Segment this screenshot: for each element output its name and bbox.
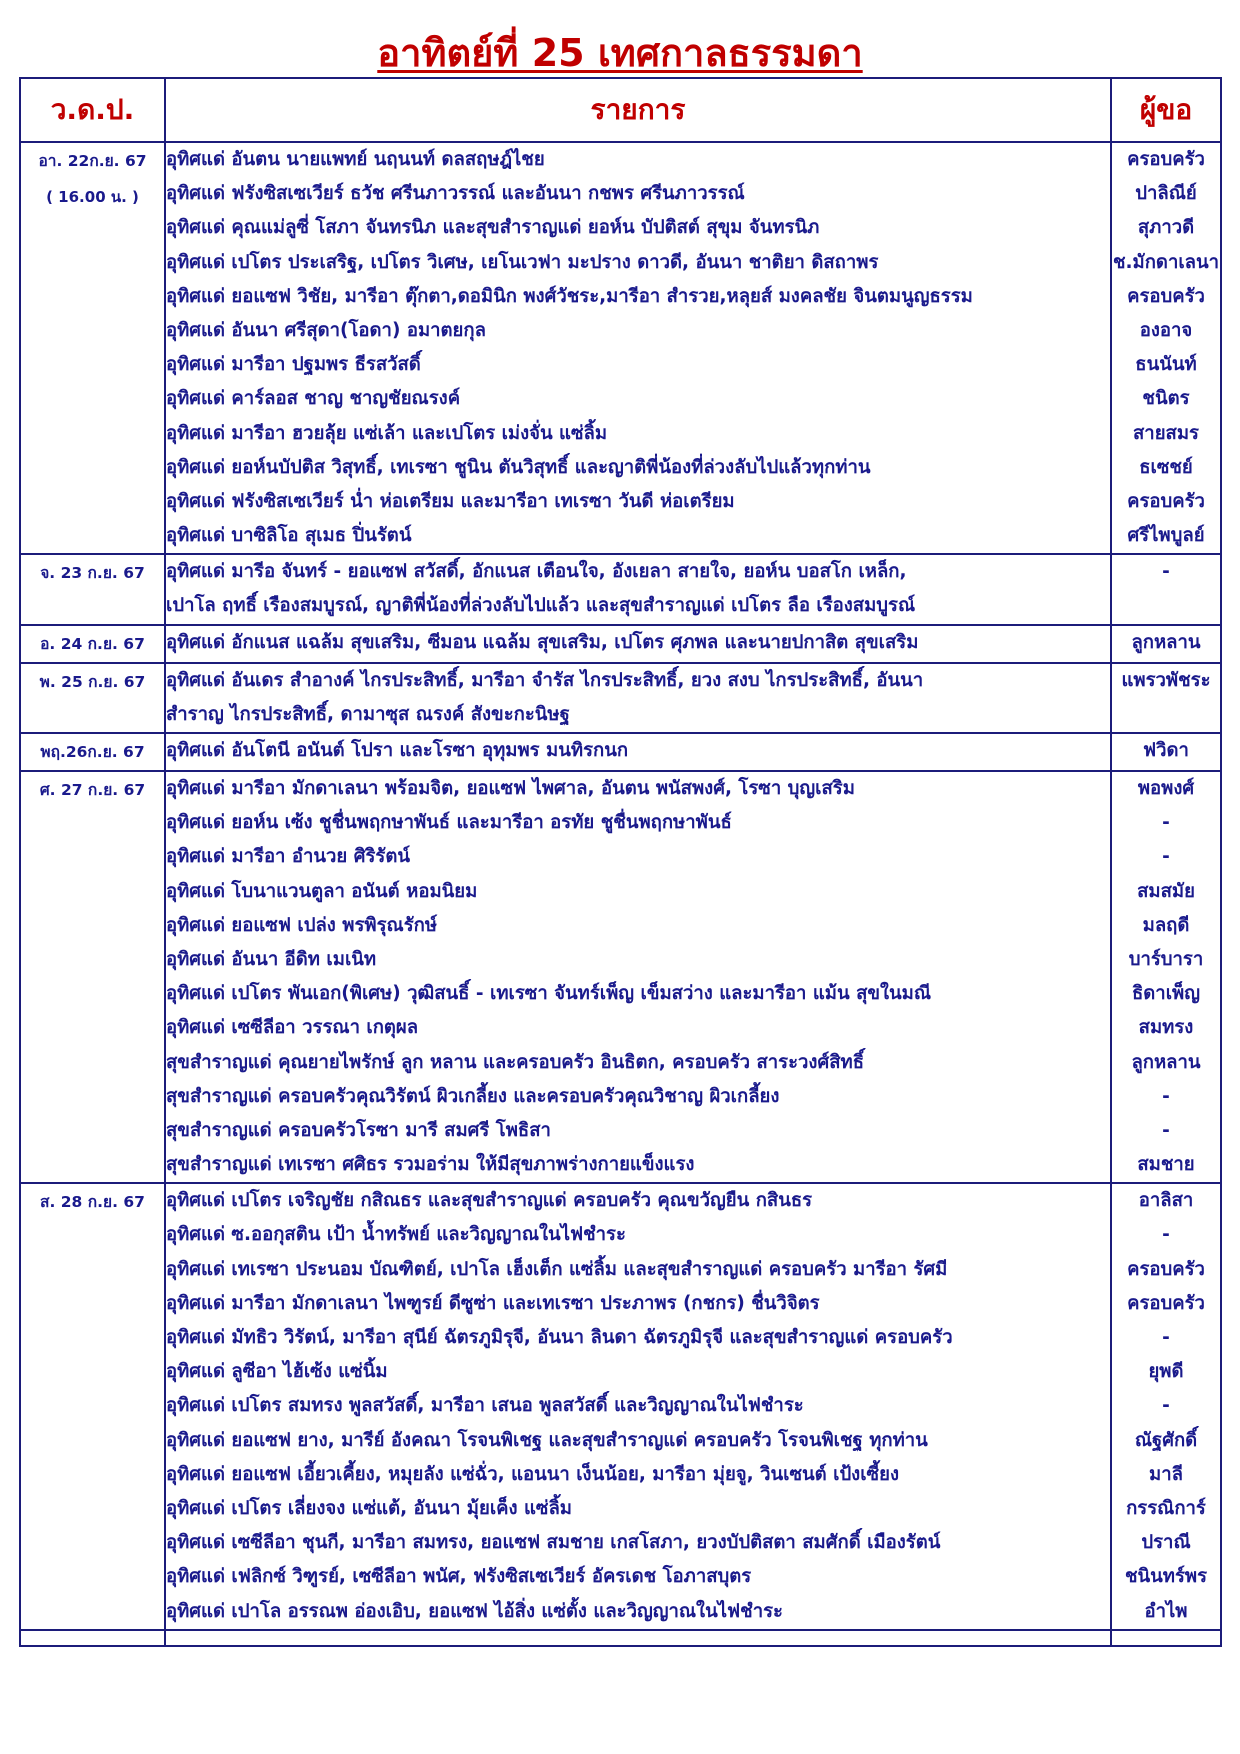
requester-name: กรรณิการ์ xyxy=(1126,1497,1206,1519)
requester-name: สมทรง xyxy=(1138,1017,1194,1039)
intention-line: อุทิศแด่ ยอแซฟ ยาง, มารีย์ อังคณา โรจนพิเชฐ และสุขสำราญแด่ ครอบครัว โรจนพิเชฐ ทุกท่าน xyxy=(166,1429,928,1451)
intention-line: สำราญ ไกรประสิทธิ์, ดามาซุส ณรงค์ สังขะกะนิษฐ xyxy=(166,703,570,725)
requester-name xyxy=(1112,698,1220,732)
requester-name: สายสมร xyxy=(1133,422,1199,444)
intention-line: อุทิศแด่ มัทธิว วิรัตน์, มารีอา สุนีย์ ฉัตรภูมิรุจี, อันนา ลินดา ฉัตรภูมิรุจี และสุขสำราญแด่ ครอบครัว xyxy=(166,1327,953,1348)
date-text: อ. 24 ก.ย. 67 xyxy=(40,634,145,653)
requester-name: - xyxy=(1162,1119,1170,1141)
date-text: ส. 28 ก.ย. 67 xyxy=(40,1193,145,1212)
page-title: อาทิตย์ที่ 25 เทศกาลธรรมดา xyxy=(377,31,863,75)
requester-name: ศรีไพบูลย์ xyxy=(1127,525,1205,547)
intention-line: อุทิศแด่ ยอห์นบัปติส วิสุทธิ์, เทเรซา ชูนิน ตันวิสุทธิ์ และญาติพี่น้องที่ล่วงลับไปแล้วทุกท่าน xyxy=(166,456,871,478)
requester-name: อำไพ xyxy=(1144,1600,1188,1622)
requester-name: ลูกหลาน xyxy=(1131,631,1201,653)
items-cell xyxy=(165,142,1111,554)
intention-line: อุทิศแด่ มารีอา ฮวยลุ้ย แซ่เล้า และเปโตร เม่งจั่น แซ่ลิ้ม xyxy=(166,422,608,444)
items-cell xyxy=(165,771,1111,1183)
intention-line: อุทิศแด่ เซซีลีอา วรรณา เกตุผล xyxy=(166,1017,419,1039)
requester-cell xyxy=(1111,663,1221,733)
mass-intention-table xyxy=(19,77,1222,1647)
table-header-row xyxy=(20,78,1221,142)
intention-line: อุทิศแด่ คุณแม่ลูซี่ โสภา จันทรนิภ และสุขสำราญแด่ ยอห์น บัปติสต์ สุขุม จันทรนิภ xyxy=(166,217,820,239)
table-row-cutoff xyxy=(20,1630,1221,1646)
requester-name: ครอบครัว xyxy=(1127,1292,1205,1314)
intention-line: อุทิศแด่ เปโตร ประเสริฐ, เปโตร วิเศษ, เยโนเวฟา มะปราง ดาวดี, อันนา ชาติยา ดิสถาพร xyxy=(166,251,879,273)
intention-line: อุทิศแด่ ยอแซฟ เอี้ยวเคี้ยง, หมุยลัง แซ่ฉั่ว, แอนนา เง็นน้อย, มารีอา มุ่ยจู, วินเซนต์ เป้งเซี้ยง xyxy=(166,1463,899,1485)
intention-line: สุขสำราญแด่ คุณยายไพรักษ์ ลูก หลาน และครอบครัว อินธิตก, ครอบครัว สาระวงศ์สิทธิ์ xyxy=(166,1051,864,1073)
table-row xyxy=(20,625,1221,663)
requester-name: ลูกหลาน xyxy=(1131,1051,1201,1073)
intention-line: เปาโล ฤทธิ์ เรืองสมบูรณ์, ญาติพี่น้องที่ล่วงลับไปแล้ว และสุขสำราญแด่ เปโตร ลือ เรืองสมบูรณ์ xyxy=(166,595,916,617)
date-text: พ. 25 ก.ย. 67 xyxy=(39,672,146,691)
intention-line: อุทิศแด่ คาร์ลอส ชาญ ชาญชัยณรงค์ xyxy=(166,388,461,410)
requester-name: ครอบครัว xyxy=(1127,490,1205,512)
table-row xyxy=(20,663,1221,733)
requester-name: - xyxy=(1162,1224,1170,1246)
intention-line: อุทิศแด่ เซซีลีอา ชุนกี, มารีอา สมทรง, ยอแซฟ สมชาย เกสโสภา, ยวงบัปติสตา สมศักดิ์ เมืองรัตน์ xyxy=(166,1532,941,1554)
items-cell xyxy=(165,663,1111,733)
intention-line: อุทิศแด่ มารีอ จันทร์ - ยอแซฟ สวัสดิ์, อักแนส เตือนใจ, อังเยลา สายใจ, ยอห์น บอสโก เหล็ก, xyxy=(166,561,907,583)
header-items: รายการ xyxy=(165,78,1111,142)
date-text: อา. 22ก.ย. 67 xyxy=(38,152,147,170)
requester-cell xyxy=(1111,625,1221,663)
intention-line: อุทิศแด่ ยอห์น เซ้ง ชูชื่นพฤกษาพันธ์ และมารีอา อรทัย ชูชื่นพฤกษาพันธ์ xyxy=(166,812,732,834)
table-row xyxy=(20,771,1221,1183)
requester-cell xyxy=(1111,733,1221,771)
intention-line: อุทิศแด่ ฟรังซิสเซเวียร์ ธวัช ศรีนภาวรรณ์ และอันนา กชพร ศรีนภาวรรณ์ xyxy=(166,183,745,205)
requester-name: ช.มักดาเลนา xyxy=(1112,251,1220,273)
date-cell xyxy=(20,771,165,1183)
requester-name: ธนนันท์ xyxy=(1135,354,1197,376)
intention-line: อุทิศแด่ เฟลิกซ์ วิฑูรย์, เซซีลีอา พนัศ, ฟรังซิสเซเวียร์ อัครเดช โอภาสบุตร xyxy=(166,1566,752,1588)
empty-cell xyxy=(165,1630,1111,1646)
requester-name: บาร์บารา xyxy=(1128,948,1204,970)
requester-name: - xyxy=(1162,561,1170,583)
requester-name: - xyxy=(1162,1085,1170,1107)
intention-line: อุทิศแด่ อันนา ศรีสุดา(โอดา) อมาตยกุล xyxy=(166,319,486,341)
intention-line: อุทิศแด่ โบนาแวนตูลา อนันต์ หอมนิยม xyxy=(166,880,478,902)
intention-line: อุทิศแด่ มารีอา อำนวย ศิริรัตน์ xyxy=(166,846,410,868)
date-text: พฤ.26ก.ย. 67 xyxy=(40,743,145,761)
intention-line: อุทิศแด่ ยอแซฟ เปล่ง พรพิรุณรักษ์ xyxy=(166,914,438,936)
requester-name: สมสมัย xyxy=(1137,880,1195,902)
intention-line: อุทิศแด่ อันนา อีดิท เมเนิท xyxy=(166,948,377,970)
intention-line: อุทิศแด่ เปโตร เจริญชัย กสิณธร และสุขสำราญแด่ ครอบครัว คุณขวัญยืน กสินธร xyxy=(166,1190,813,1212)
requester-name: ชนินทร์พร xyxy=(1124,1566,1208,1588)
items-cell xyxy=(165,554,1111,624)
requester-name: - xyxy=(1162,1395,1170,1417)
intention-line: อุทิศแด่ เทเรซา ประนอม บัณฑิตย์, เปาโล เฮ็งเต็ก แซ่ลิ้ม และสุขสำราญแด่ ครอบครัว มารีอา รัศมี xyxy=(166,1258,948,1280)
intention-line: อุทิศแด่ อันเดร สำอางค์ ไกรประสิทธิ์, มารีอา จำรัส ไกรประสิทธิ์, ยวง สงบ ไกรประสิทธิ์, อันนา xyxy=(166,669,924,691)
intention-line: สุขสำราญแด่ ครอบครัวคุณวิรัตน์ ผิวเกลี้ยง และครอบครัวคุณวิชาญ ผิวเกลี้ยง xyxy=(166,1085,780,1107)
date-cell xyxy=(20,554,165,624)
table-row xyxy=(20,733,1221,771)
items-cell xyxy=(165,1183,1111,1629)
intention-line: อุทิศแด่ ซ.ออกุสติน เป้า น้ำทรัพย์ และวิญญาณในไฟชำระ xyxy=(166,1224,626,1246)
header-date: ว.ด.ป. xyxy=(20,78,165,142)
table-row xyxy=(20,142,1221,554)
items-cell xyxy=(165,733,1111,771)
requester-name: ปราณี xyxy=(1141,1532,1191,1554)
header-requester: ผู้ขอ xyxy=(1111,78,1221,142)
requester-name: - xyxy=(1162,846,1170,868)
requester-name: องอาจ xyxy=(1139,319,1193,341)
requester-name: มลฤดี xyxy=(1142,914,1190,936)
requester-cell xyxy=(1111,771,1221,1183)
requester-name: ฟวิดา xyxy=(1143,740,1189,761)
requester-name: พอพงศ์ xyxy=(1137,778,1195,799)
requester-name: - xyxy=(1162,812,1170,834)
intention-line: อุทิศแด่ อันตน นายแพทย์ นฤนนท์ ดลสฤษฎ์ไชย xyxy=(166,149,545,170)
intention-line: อุทิศแด่ ฟรังซิสเซเวียร์ น่ำ ห่อเตรียม และมารีอา เทเรซา วันดี ห่อเตรียม xyxy=(166,490,735,512)
intention-line: อุทิศแด่ เปโตร พันเอก(พิเศษ) วุฒิสนธิ์ - เทเรซา จันทร์เพ็ญ เข็มสว่าง และมารีอา แม้น สุขในมณี xyxy=(166,983,932,1005)
requester-name: ยุพดี xyxy=(1148,1361,1184,1383)
empty-cell xyxy=(20,1630,165,1646)
requester-cell xyxy=(1111,1183,1221,1629)
requester-name: ครอบครัว xyxy=(1127,285,1205,307)
items-cell xyxy=(165,625,1111,663)
date-cell xyxy=(20,142,165,554)
intention-line: อุทิศแด่ มารีอา ปฐมพร ธีรสวัสดิ์ xyxy=(166,354,421,376)
requester-cell xyxy=(1111,142,1221,554)
requester-name: ครอบครัว xyxy=(1127,149,1205,170)
intention-line: อุทิศแด่ เปโตร สมทรง พูลสวัสดิ์, มารีอา เสนอ พูลสวัสดิ์ และวิญญาณในไฟชำระ xyxy=(166,1395,804,1417)
date-cell xyxy=(20,663,165,733)
requester-name: ธเซชย์ xyxy=(1139,456,1193,478)
intention-line: สุขสำราญแด่ ครอบครัวโรซา มารี สมศรี โพธิสา xyxy=(166,1119,551,1141)
requester-name: ณัฐศักดิ์ xyxy=(1134,1429,1198,1451)
intention-line: อุทิศแด่ เปโตร เลี่ยงจง แซ่แต้, อันนา มุ้ยเค็ง แซ่ลิ้ม xyxy=(166,1497,573,1519)
requester-name: ธิดาเพ็ญ xyxy=(1132,983,1200,1005)
requester-name: แพรวพัชระ xyxy=(1121,669,1211,691)
date-text: จ. 23 ก.ย. 67 xyxy=(40,564,145,583)
requester-name: อาลิสา xyxy=(1138,1190,1194,1212)
date-cell xyxy=(20,1183,165,1629)
requester-name: สุภาวดี xyxy=(1137,217,1195,239)
requester-name: สมชาย xyxy=(1137,1154,1195,1176)
table-row xyxy=(20,554,1221,624)
date-cell xyxy=(20,733,165,771)
requester-name: ปาลิณีย์ xyxy=(1135,183,1197,205)
requester-name xyxy=(1112,589,1220,623)
intention-line: อุทิศแด่ มารีอา มักดาเลนา พร้อมจิต, ยอแซฟ ไพศาล, อันตน พนัสพงศ์, โรซา บุญเสริม xyxy=(166,778,855,799)
table-row xyxy=(20,1183,1221,1629)
date-text: ศ. 27 ก.ย. 67 xyxy=(39,781,146,799)
intention-line: อุทิศแด่ บาซิลิโอ สุเมธ ปิ่นรัตน์ xyxy=(166,525,412,547)
intention-line: อุทิศแด่ ยอแซฟ วิชัย, มารีอา ตุ๊กตา,ดอมินิก พงศ์วัชระ,มารีอา สำรวย,หลุยส์ มงคลชัย จินตมนูญธรรม xyxy=(166,285,973,307)
empty-cell xyxy=(1111,1630,1221,1646)
requester-name: ครอบครัว xyxy=(1127,1258,1205,1280)
intention-line: อุทิศแด่ มารีอา มักดาเลนา ไพฑูรย์ ดีซูซ่า และเทเรซา ประภาพร (กชกร) ชื่นวิจิตร xyxy=(166,1292,820,1314)
intention-line: อุทิศแด่ อันโตนี อนันต์ โปรา และโรซา อุทุมพร มนทิรกนก xyxy=(166,740,629,761)
date-cell xyxy=(20,625,165,663)
time-text: ( 16.00 น. ) xyxy=(46,188,139,206)
requester-name: ชนิตร xyxy=(1142,388,1190,410)
intention-line: อุทิศแด่ เปาโล อรรณพ อ่องเอิบ, ยอแซฟ ไอ้สิ่ง แซ่ตั้ง และวิญญาณในไฟชำระ xyxy=(166,1600,783,1622)
requester-name: - xyxy=(1162,1327,1170,1348)
requester-cell xyxy=(1111,554,1221,624)
table-body xyxy=(20,142,1221,1646)
intention-line: อุทิศแด่ อักแนส แฉล้ม สุขเสริม, ซีมอน แฉล้ม สุขเสริม, เปโตร ศุภพล และนายปกาสิต สุขเสริม xyxy=(166,631,919,653)
intention-line: อุทิศแด่ ลูซีอา ไฮ้เซ้ง แซ่นิ้ม xyxy=(166,1361,388,1383)
intention-line: สุขสำราญแด่ เทเรซา ศศิธร รวมอร่าม ให้มีสุขภาพร่างกายแข็งแรง xyxy=(166,1154,695,1176)
requester-name: มาลี xyxy=(1149,1463,1183,1485)
